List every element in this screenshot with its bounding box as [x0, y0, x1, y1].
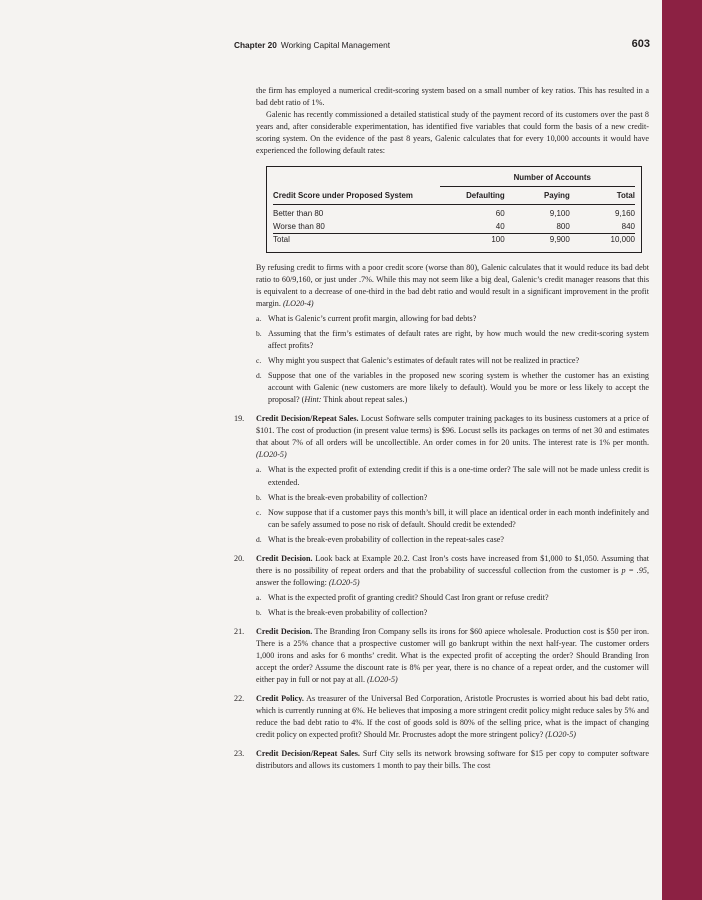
- page-number: 603: [631, 38, 650, 50]
- page-body: [234, 85, 650, 773]
- column-header: Total: [570, 186, 635, 205]
- table-total-row: [273, 234, 635, 247]
- table-group-header: Number of Accounts: [440, 172, 635, 186]
- table-cell: 9,900: [505, 234, 570, 247]
- table-cell: 100: [440, 234, 505, 247]
- hint-label: Hint:: [304, 395, 322, 405]
- problem-19: 19. Credit Decision/Repeat Sales. Locust Software sells computer training packages to its business customers at a price of $101. The cost of production (in present value terms) is $96. Locust sells its packages on terms of net 30 and estimates that about 7% of all orders will be uncollectible. An order comes in for 20 units. The interest rate is 1% per month. (LO20-5) a. What is the expected profit of extending credit if this is a one-time order? The sale will not be made unless credit is extended. b. What is the break-even probability of collection? c. Now suppose that if a customer pays this month’s bill, it will place an identical order in each month indefinitely and can be safely assumed to pose no risk of default. Should credit be extended? d. What is the break-even probability of collection in the repeat-sales case?: [234, 413, 649, 545]
- table-cell: Total: [273, 234, 440, 247]
- problem-title: Credit Decision/Repeat Sales.: [256, 749, 360, 759]
- table-cell: 60: [495, 209, 505, 219]
- problem-21: 21. Credit Decision. The Branding Iron Company sells its irons for $60 apiece wholesale. Production cost is $50 per iron. There is a 25% chance that a prospective customer will go bankrupt within the next half-year. The customer orders 1,000 irons and asks for 6 months’ credit. What is the expected profit of accepting the order? Should Branding Iron accept the order? Assume the discount rate is 8% per year, there is no chance of a repeat order, and the customer will either pay in full or not pay at all. (LO20-5): [234, 626, 649, 686]
- intro-paragraph-2: Galenic has recently commissioned a detailed statistical study of the payment record of its customers over the past 8 years and, after considerable experimentation, has identified five variables that could form the basis of a new credit-scoring system. On the evidence of the past 8 years, Galenic calculates that for every 10,000 accounts it would have experienced the following default rates:: [256, 110, 649, 156]
- intro-paragraph-1: the firm has employed a numerical credit-scoring system based on a small number of key ratios. This has resulted in a bad debt ratio of 1%.: [256, 86, 649, 108]
- problem-number: 19.: [234, 414, 245, 424]
- problem-number: 20.: [234, 553, 245, 563]
- chapter-heading: [234, 40, 390, 50]
- table-row: [273, 221, 635, 234]
- question-item: c. Why might you suspect that Galenic’s estimates of default rates will not be realized in practice?: [256, 356, 580, 366]
- problem-22: 22. Credit Policy. As treasurer of the Universal Bed Corporation, Aristotle Procrustes is worried about his bad debt ratio, which is currently running at 6%. He believes that imposing a more stringent credit policy might reduce sales by 5% and reduce the bad debt ratio to 4%. If the cost of goods sold is 80% of the selling price, what is the impact of changing credit policy on expected profit? Should Mr. Procrustes adopt the more stringent policy? (LO20-5): [234, 693, 649, 741]
- table-cell: 9,100: [549, 209, 570, 219]
- learning-objective: (LO20-4): [282, 298, 314, 308]
- default-rates-table: [266, 166, 642, 253]
- table-cell: Better than 80: [273, 209, 324, 219]
- question-item: b. What is the break-even probability of collection?: [256, 492, 428, 502]
- formula: p = .95: [621, 565, 647, 575]
- problem-20: 20. Credit Decision. Look back at Example 20.2. Cast Iron’s costs have increased from $1,000 to $1,050. Assuming that there is no possibility of repeat orders and that the probability of successful collection from the customer is p = .95, answer the following: (LO20-5) a. What is the expected profit of granting credit? Should Cast Iron grant or refuse credit? b. What is the break-even probability of collection?: [234, 553, 649, 619]
- table-row: [273, 205, 635, 221]
- table-cell: 800: [556, 221, 570, 231]
- question-item: b. What is the break-even probability of collection?: [256, 607, 428, 617]
- problem-number: 22.: [234, 694, 245, 704]
- table-cell: 40: [495, 221, 505, 231]
- question-item: a. What is the expected profit of extending credit if this is a one-time order? The sale will not be made unless credit is extended.: [256, 465, 649, 487]
- running-header: [234, 38, 650, 54]
- problem-title: Credit Decision.: [256, 627, 313, 636]
- question-item: b. Assuming that the firm’s estimates of default rates are right, by how much would the new credit-scoring system affect profits?: [256, 329, 649, 351]
- chapter-color-bar: [662, 0, 702, 900]
- table-cell: Worse than 80: [273, 221, 325, 231]
- table-cell: 10,000: [570, 234, 635, 247]
- problem-title: Credit Decision/Repeat Sales.: [256, 414, 359, 424]
- chapter-label: Chapter 20: [234, 40, 277, 50]
- question-item: a. What is Galenic’s current profit margin, allowing for bad debts?: [256, 313, 477, 323]
- problem-number: 21.: [234, 627, 245, 636]
- table-cell: 840: [621, 221, 635, 231]
- question-item: d. Suppose that one of the variables in the proposed new scoring system is whether the customer has an existing account with Galenic (new customers are more likely to default). Would you be more or less likely to accept the proposal? (Hint: Think about repeat sales.): [256, 371, 649, 405]
- column-header: Credit Score under Proposed System: [273, 186, 440, 205]
- learning-objective: (LO20-5): [545, 730, 576, 740]
- problem-title: Credit Policy.: [256, 694, 304, 704]
- question-item: d. What is the break-even probability of collection in the repeat-sales case?: [256, 534, 504, 544]
- problem-number: 23.: [234, 749, 245, 759]
- after-table-paragraph: By refusing credit to firms with a poor credit score (worse than 80), Galenic calculates that it would reduce its bad debt ratio to 60/9,160, or just under .7%. While this may not seem like a big deal, Galenic’s credit manager reasons that this is equivalent to a decrease of one-third in the bad debt ratio and would result in a significant improvement in the profit margin. (LO20-4): [256, 262, 649, 308]
- question-item: c. Now suppose that if a customer pays this month’s bill, it will place an identical order in each month indefinitely and can be safely assumed to pose no risk of default. Should credit be extended?: [256, 507, 649, 529]
- problem-title: Credit Decision.: [256, 553, 313, 563]
- table-cell: 9,160: [614, 209, 635, 219]
- problem-23: 23. Credit Decision/Repeat Sales. Surf City sells its network browsing software for $15 per copy to computer software distributors and allows its customers 1 month to pay their bills. The cost: [234, 748, 649, 772]
- learning-objective: (LO20-5): [367, 675, 398, 685]
- question-item: a. What is the expected profit of granting credit? Should Cast Iron grant or refuse credit?: [256, 592, 549, 602]
- learning-objective: (LO20-5): [328, 577, 360, 587]
- chapter-title: Working Capital Management: [280, 40, 391, 50]
- column-header: Paying: [505, 186, 570, 205]
- learning-objective: (LO20-5): [256, 450, 287, 460]
- column-header: Defaulting: [440, 186, 505, 205]
